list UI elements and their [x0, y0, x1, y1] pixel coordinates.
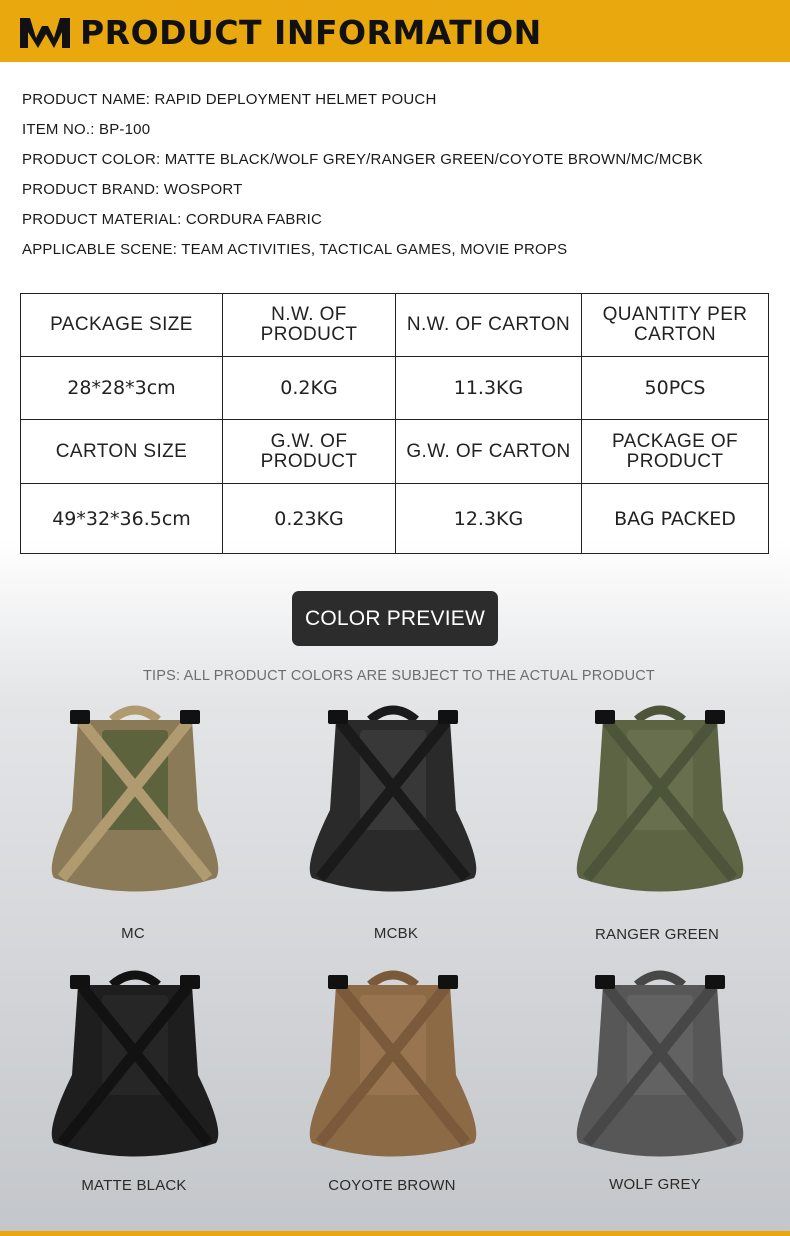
color-label: MC — [121, 925, 145, 942]
tips-text: TIPS: ALL PRODUCT COLORS ARE SUBJECT TO THE ACTUAL PRODUCT — [143, 668, 655, 684]
pouch-image-wolf-grey — [565, 965, 755, 1165]
value-quantity-per-carton: 50PCS — [582, 357, 769, 420]
product-info-list — [22, 88, 703, 268]
header-gw-product: G.W. OF PRODUCT — [223, 420, 396, 484]
info-applicable-scene: APPLICABLE SCENE: TEAM ACTIVITIES, TACTICAL GAMES, MOVIE PROPS — [22, 241, 568, 258]
header-quantity-per-carton: QUANTITY PER CARTON — [582, 294, 769, 357]
pouch-image-mc — [40, 700, 230, 900]
table-row — [21, 484, 769, 554]
spec-table — [20, 293, 769, 554]
header-package-size: PACKAGE SIZE — [21, 294, 223, 357]
value-carton-size: 49*32*36.5cm — [21, 484, 223, 554]
brand-w-logo-icon — [20, 14, 70, 52]
pouch-image-coyote-brown — [298, 965, 488, 1165]
pouch-image-mcbk — [298, 700, 488, 900]
pouch-image-ranger-green — [565, 700, 755, 900]
info-product-color: PRODUCT COLOR: MATTE BLACK/WOLF GREY/RANGER GREEN/COYOTE BROWN/MC/MCBK — [22, 151, 704, 168]
value-gw-carton: 12.3KG — [396, 484, 582, 554]
color-label: MATTE BLACK — [81, 1177, 187, 1194]
header-nw-carton: N.W. OF CARTON — [396, 294, 582, 357]
value-gw-product: 0.23KG — [223, 484, 396, 554]
page-title: PRODUCT INFORMATION — [80, 13, 542, 52]
bottom-accent-bar — [0, 1231, 790, 1236]
value-package-size: 28*28*3cm — [21, 357, 223, 420]
value-nw-carton: 11.3KG — [396, 357, 582, 420]
color-label: MCBK — [373, 925, 419, 942]
pouch-image-matte-black — [40, 965, 230, 1165]
color-label: WOLF GREY — [609, 1176, 701, 1193]
table-row — [21, 420, 769, 484]
color-label: COYOTE BROWN — [328, 1177, 456, 1194]
header-bar — [0, 0, 790, 62]
header-carton-size: CARTON SIZE — [21, 420, 223, 484]
table-row — [21, 357, 769, 420]
header-gw-carton: G.W. OF CARTON — [396, 420, 582, 484]
value-nw-product: 0.2KG — [223, 357, 396, 420]
color-preview-button: COLOR PREVIEW — [292, 591, 498, 646]
header-nw-product: N.W. OF PRODUCT — [223, 294, 396, 357]
info-product-material: PRODUCT MATERIAL: CORDURA FABRIC — [22, 211, 323, 228]
header-package-of-product: PACKAGE OF PRODUCT — [582, 420, 769, 484]
info-product-name: PRODUCT NAME: RAPID DEPLOYMENT HELMET POUCH — [22, 91, 437, 108]
color-label: RANGER GREEN — [594, 926, 720, 943]
info-item-no: ITEM NO.: BP-100 — [22, 121, 151, 138]
info-product-brand: PRODUCT BRAND: WOSPORT — [22, 181, 243, 198]
table-row — [21, 294, 769, 357]
value-package-of-product: BAG PACKED — [582, 484, 769, 554]
